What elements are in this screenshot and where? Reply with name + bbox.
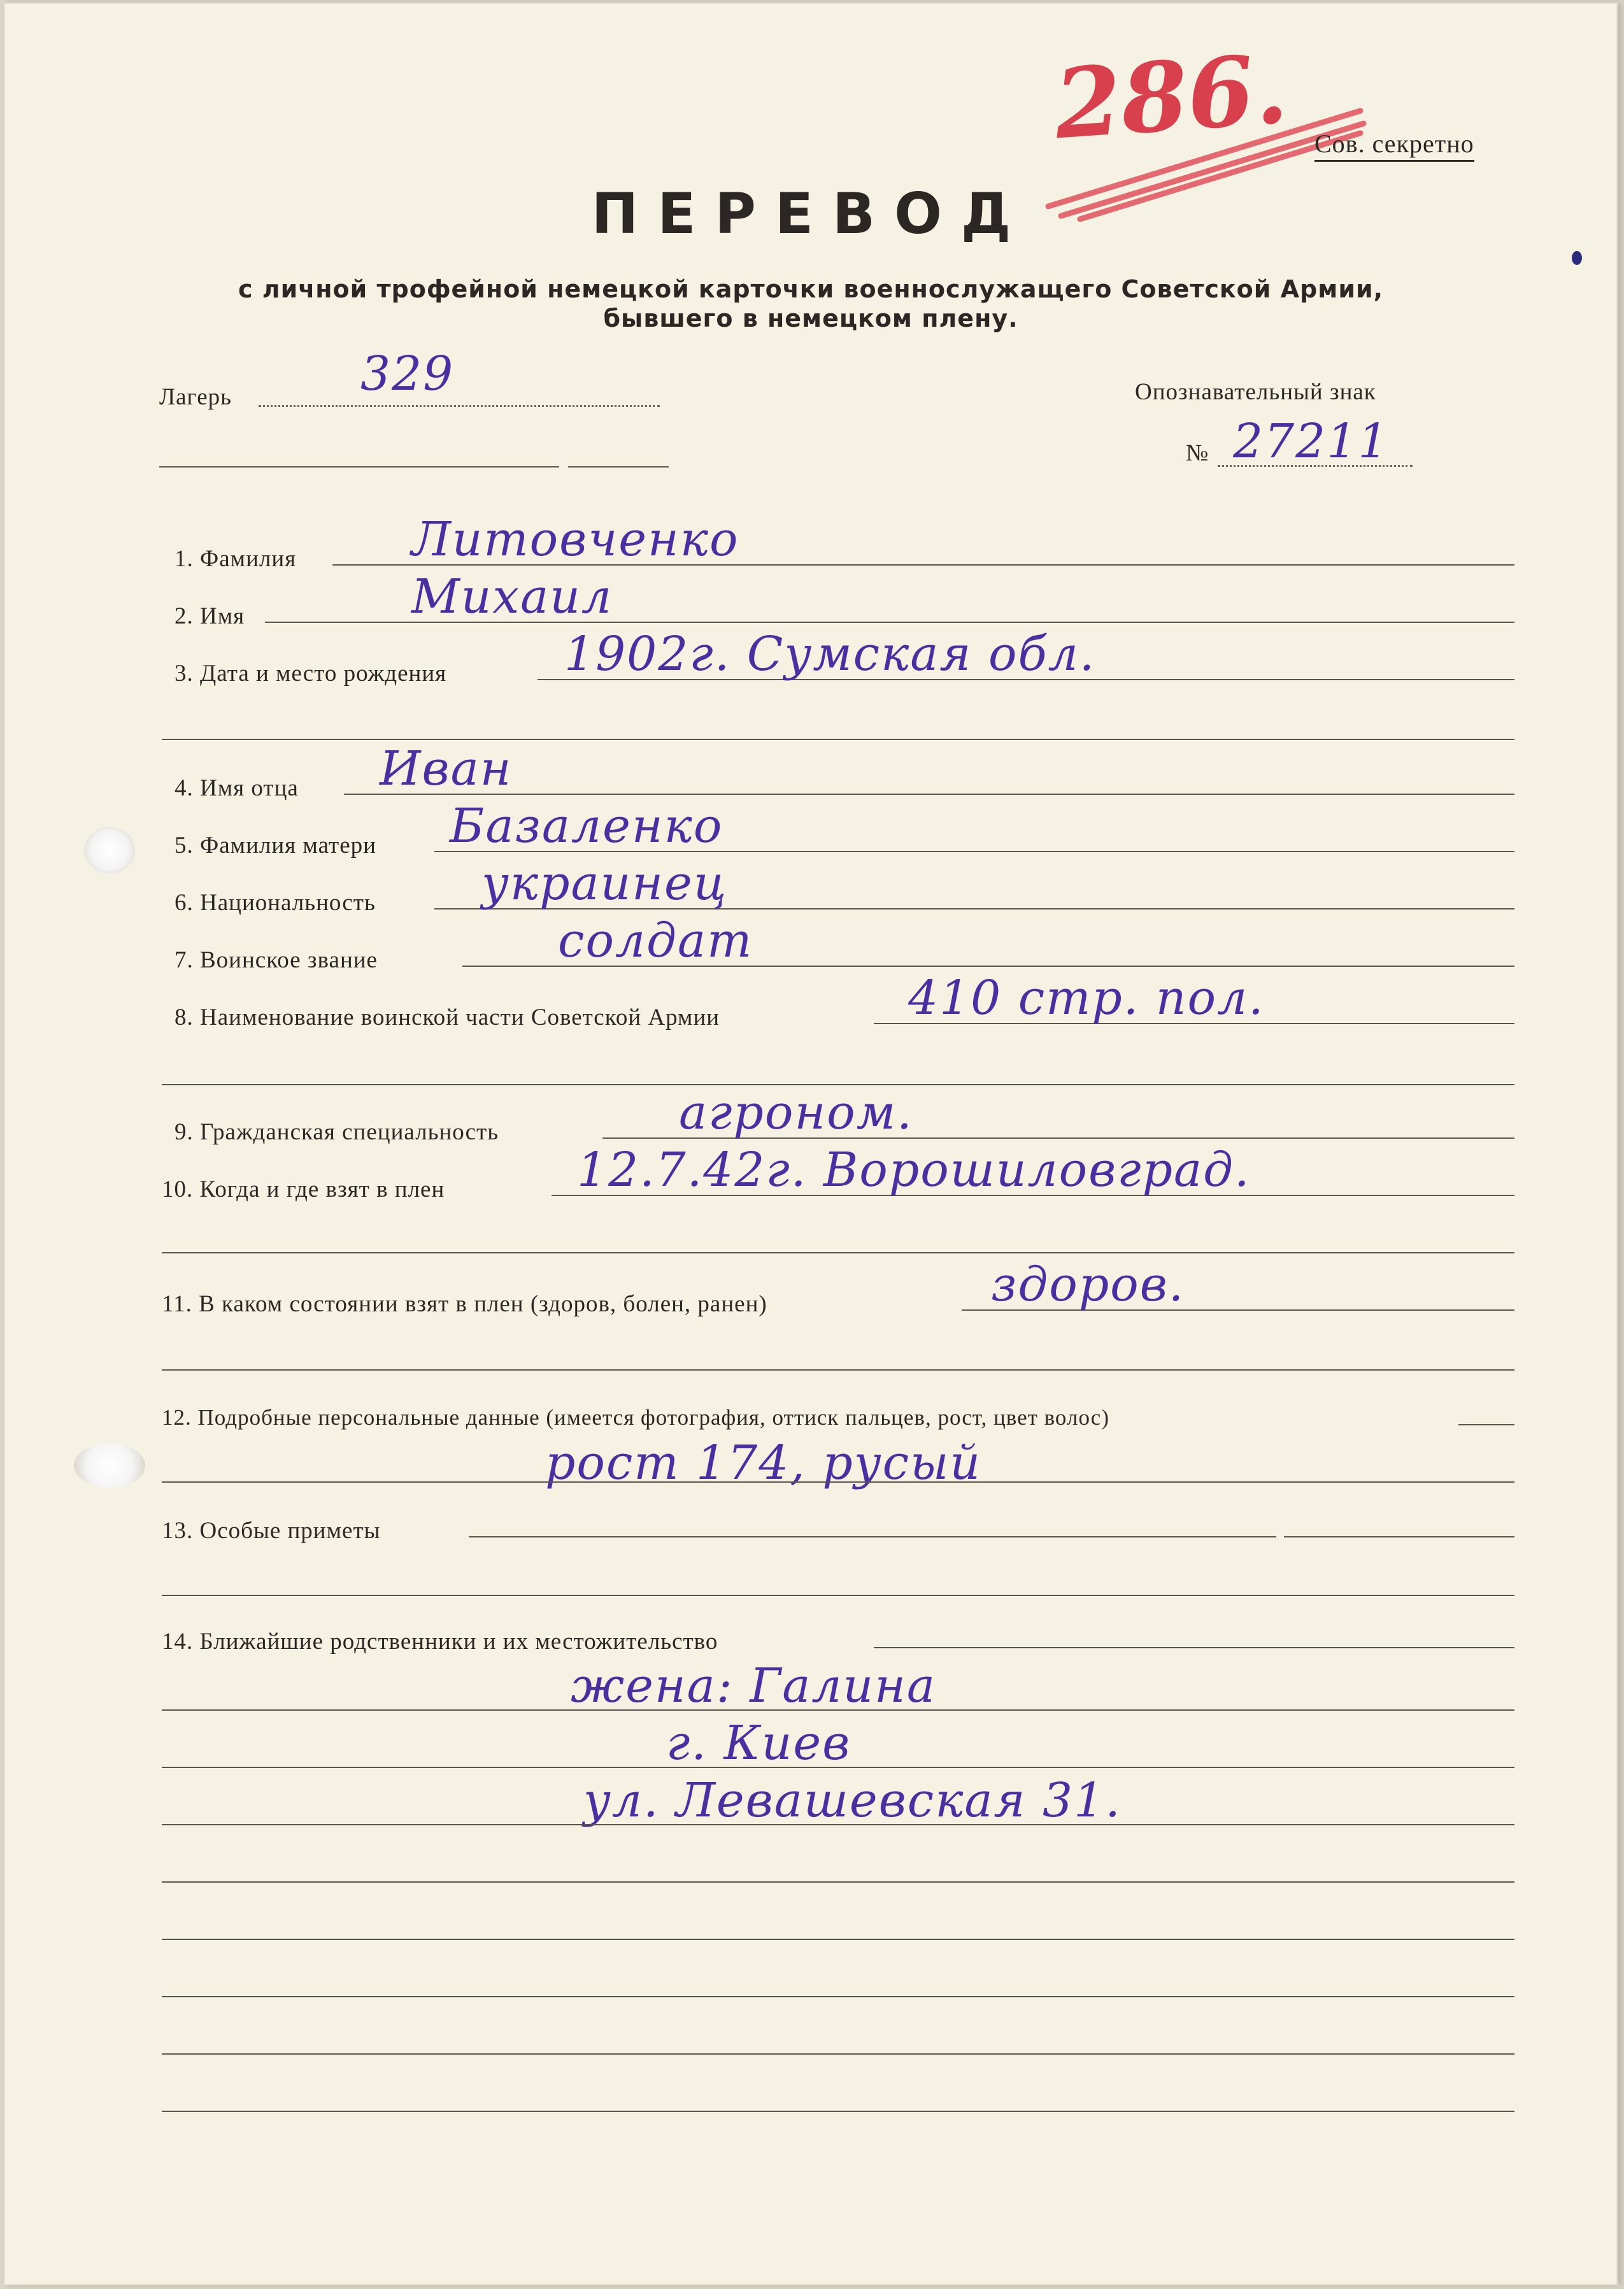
field-8-label: 8. Наименование воинской части Советской Армии bbox=[175, 1004, 720, 1030]
field-5-value: Базаленко bbox=[450, 799, 723, 853]
field-12-line bbox=[1458, 1424, 1514, 1425]
field-2-value: Михаил bbox=[411, 569, 613, 624]
field-12-extra-line bbox=[162, 1481, 1514, 1483]
ruled-line-2 bbox=[162, 1767, 1514, 1768]
field-7-value: солдат bbox=[558, 913, 753, 968]
id-tag-value: 27211 bbox=[1233, 414, 1390, 469]
field-1-value: Литовченко bbox=[411, 512, 739, 567]
field-9-label: 9. Гражданская специальность bbox=[175, 1119, 499, 1145]
subtitle-line-1: с личной трофейной немецкой карточки военнослужащего Советской Армии, bbox=[238, 275, 1384, 303]
field-9-value: агроном. bbox=[679, 1085, 913, 1140]
camp-label: Лагерь bbox=[159, 384, 232, 410]
field-3-extra-line bbox=[162, 739, 1514, 740]
field-11-value: здоров. bbox=[991, 1257, 1185, 1312]
field-6-label: 6. Национальность bbox=[175, 890, 376, 916]
field-10-extra-line bbox=[162, 1252, 1514, 1253]
ruled-line-7 bbox=[162, 2053, 1514, 2055]
field-13-line-2 bbox=[1284, 1536, 1514, 1537]
id-tag-label: Опознавательный знак bbox=[1135, 379, 1376, 405]
ruled-line-4 bbox=[162, 1881, 1514, 1883]
registry-number: 286. bbox=[1051, 32, 1292, 161]
field-6-value: украинец bbox=[481, 856, 728, 911]
field-1-label: 1. Фамилия bbox=[175, 546, 297, 572]
ruled-line-6 bbox=[162, 1996, 1514, 1997]
field-4-label: 4. Имя отца bbox=[175, 775, 299, 801]
field-14-value-line-1: жена: Галина bbox=[571, 1658, 936, 1713]
id-tag-number-prefix: № bbox=[1186, 440, 1209, 466]
subtitle-line-2: бывшего в немецком плену. bbox=[603, 304, 1018, 332]
field-11-label: 11. В каком состоянии взят в плен (здоров, болен, ранен) bbox=[162, 1291, 767, 1317]
ruled-line-1 bbox=[162, 1709, 1514, 1711]
ruled-line-8 bbox=[162, 2111, 1514, 2112]
field-4-line bbox=[344, 794, 1514, 795]
document-title: ПЕРЕВОД bbox=[591, 181, 1030, 246]
ink-dot bbox=[1572, 251, 1582, 265]
camp-value: 329 bbox=[360, 346, 455, 401]
field-14-value-line-2: г. Киев bbox=[666, 1716, 851, 1771]
field-13-line bbox=[469, 1536, 1276, 1537]
secrecy-label: Сов. секретно bbox=[1314, 129, 1474, 162]
ruled-line-5 bbox=[162, 1939, 1514, 1940]
field-2-label: 2. Имя bbox=[175, 603, 245, 629]
field-13-label: 13. Особые приметы bbox=[162, 1518, 381, 1544]
field-12-value: рост 174, русый bbox=[545, 1436, 982, 1490]
field-10-label: 10. Когда и где взят в плен bbox=[162, 1176, 445, 1202]
field-4-value: Иван bbox=[380, 741, 513, 796]
camp-extra-line-2 bbox=[568, 466, 669, 467]
camp-extra-line-1 bbox=[159, 466, 559, 467]
field-3-label: 3. Дата и место рождения bbox=[175, 660, 447, 687]
ruled-line-3 bbox=[162, 1824, 1514, 1825]
document-sheet bbox=[4, 3, 1618, 2285]
field-13-extra-line bbox=[162, 1595, 1514, 1596]
field-14-label: 14. Ближайшие родственники и их местожительство bbox=[162, 1629, 718, 1655]
field-3-value: 1902г. Сумская обл. bbox=[564, 627, 1096, 681]
field-14-value-line-3: ул. Левашевская 31. bbox=[583, 1773, 1122, 1828]
field-8-value: 410 стр. пол. bbox=[908, 971, 1265, 1025]
field-10-value: 12.7.42г. Ворошиловград. bbox=[577, 1143, 1251, 1197]
field-14-line bbox=[874, 1647, 1514, 1648]
field-5-label: 5. Фамилия матери bbox=[175, 832, 376, 859]
field-11-extra-line bbox=[162, 1369, 1514, 1371]
field-12-label: 12. Подробные персональные данные (имеется фотография, оттиск пальцев, рост, цвет волос) bbox=[162, 1405, 1109, 1430]
punch-hole-bottom bbox=[74, 1443, 145, 1488]
punch-hole-top bbox=[84, 827, 135, 874]
camp-line bbox=[259, 405, 660, 407]
field-7-label: 7. Воинское звание bbox=[175, 947, 378, 973]
